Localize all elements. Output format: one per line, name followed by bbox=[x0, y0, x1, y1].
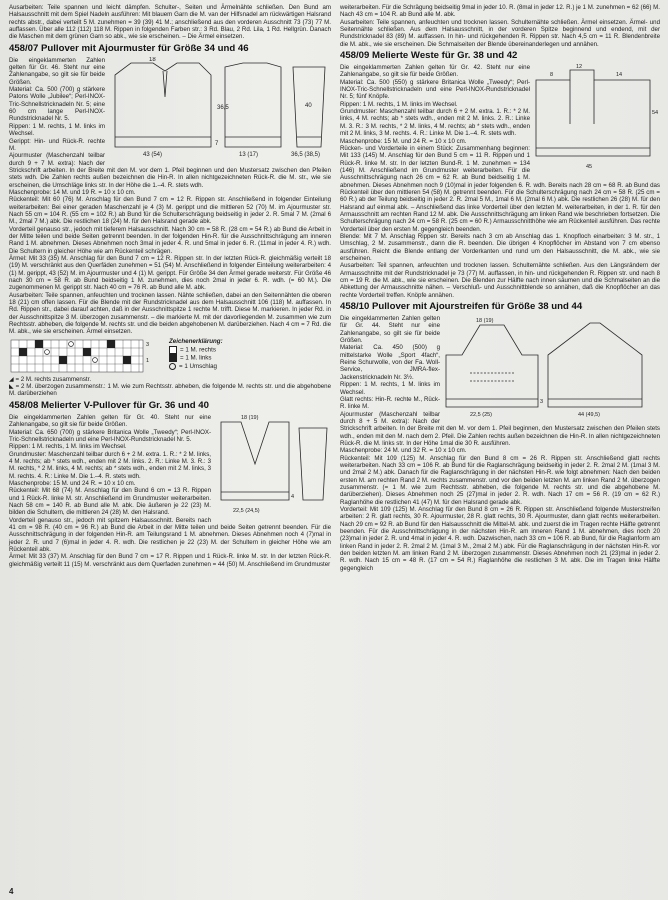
garter-stitch: Gerippt: Hin- und Rück-R. rechte M. bbox=[9, 137, 105, 152]
v-pullover-outline bbox=[221, 422, 289, 500]
rib-stitch: Rippen: 1 M. rechts, 1 M. links im Wechsel. bbox=[9, 122, 105, 138]
dim-10-a: 22,5 (25) bbox=[470, 412, 493, 419]
lace-10: Ajourmuster (Maschenzahl teilbar durch 8 + 5 M. extra): Nach der Strickschrift arbeiten. In der Breite mit den M. vor dem 1. Pfeil beginnen, den Mustersatz zwischen den Pfeilen stets wdh., enden mit den M. nach dem 2. Pfeil. Die Zahlen rechts außen bezeichnen die Hin-R. In allen nichtgezeichneten Rück-R. die M. links str. In der Höhe 1mal die 30 R. ausführen. bbox=[340, 410, 660, 447]
neck-v bbox=[163, 71, 167, 97]
back-piece: Rückenteil: Mit 60 (76) M. Anschlag für den Bund 7 cm = 12 R. Rippen str. Anschließend in folgender Einteilung weiterarbeiten: Bei einer geraden Maschenzahl je 4 (3) M. gerippt und die mittleren 52 (70) M. im Ajourmuster str. Nach 55 cm = 104 R. (55 cm = 102 R.) ab Bund für die Schulterschrägung beidseitig in jeder 2. R. 5mal 7 M. (2mal 6 M., 2mal 7 M.) abk. Die restlichen 18 (24) M. für den Halsrand gerade abk. bbox=[9, 196, 331, 226]
pattern-08: Grundmuster: Maschenzahl teilbar durch 6 + 2 M. extra. 1. R.: * 2 M. links, 4 M. rechts; ab * stets wdh., enden mit 2 M. links. 2. R.: Linke M. 3. R.: 3 M. rechts, * 2 M. links, 4 M. rechts; ab * stets wdh., enden mit 2 M. links, 3 M. rechts. 4. R.: Linke M. Die 1.–4. R. stets wdh. bbox=[9, 450, 211, 480]
rib-09: Rippen: 1 M. rechts, 1 M. links im Wechsel. bbox=[340, 100, 458, 108]
back-08: Rückenteil: Mit 68 (74) M. Anschlag für den Bund 6 cm = 13 R. Rippen und 1 Rück-R. linke M. str. Anschließend im Grundmuster weiterarbeiten. Nach 58 cm = 140 R. ab Bund alle M. abk. Die äußeren je 22 (23) M. bilden die Schultern, die mittleren 24 (28) M. den Halsrand. bbox=[9, 487, 211, 517]
left-column bbox=[9, 4, 331, 568]
legend-ssk: ◣ = 2 M. überzogen zusammenstr.: 1 M. wie zum Rechtsstr. abheben, die folgende M. rechts str. und die abgehobene M. darüberziehen bbox=[9, 383, 331, 398]
material: Material: Ca. 500 (700) g stärkere Patons Wolle „Jubilee“; Perl-INOX-Tric-Schnellstricknadeln Nr. 5; eine 60 cm lange Perl-INOX-Rundstricknadel Nr. 5. bbox=[9, 86, 105, 123]
dim-10-d: 3 bbox=[540, 399, 544, 406]
heading-458-10: 458/10 Pullover mit Ajourstreifen für Größe 38 und 44 bbox=[340, 301, 583, 313]
front-10: Vorderteil: Mit 109 (125) M. Anschlag für den Bund 8 cm = 26 R. Rippen str. Anschließend folgende Musterstreifen arbeiten: 2 R. glatt rechts, 30 R. Ajourmuster, 28 R. glatt rechts, 30 R. Ajourmuster, dann glatt rechts weiterarbeiten. Nach 29 cm = 92 R. ab Bund für den Halsausschnitt die Mittel-M. abk. und zuerst die im Tragen rechte Hälfte getrennt beenden. Für die Ausschnittschrägung in der nächsten Hin-R. am inneren Rand 1 M. abnehmen, dies noch 20 (23)mal in jeder 2. R. und 4mal in jeder 4. R. wdh. Dazwischen, nach 33 cm = 106 R. ab Bund, für die Raglanform am linken Rand in jeder 2. R. 2mal 2 M. (1mal 3 M., 2mal 2 M.) abk. Für die Raglanschrägung in der nächsten Hin-R. vor den beiden letzten M. am linken Rand 2 M. überzogen zusammenstr. Dieses Abnehmen noch 21 (23)mal in jeder 2. R. wdh. Nach 15 cm = 48 R. (17 cm = 54 R.) Raglanhöhe die restlichen 3 M. abk. Die im Tragen linke Hälfte gegengleich bbox=[340, 506, 660, 572]
raglan-back bbox=[446, 325, 538, 407]
size-note-08: Die eingeklammerten Zahlen gelten für Gr. 40. Steht nur eine Zahlenangabe, so gilt sie für beide Größen. bbox=[9, 413, 211, 429]
dim-inner: 13 (17) bbox=[239, 151, 259, 158]
heading-458-09: 458/09 Melierte Weste für Gr. 38 und 42 bbox=[340, 50, 518, 62]
gauge-08: Maschenprobe: 15 M. und 24 R. = 10 x 10 cm. bbox=[9, 479, 136, 487]
lace-pattern: Ajourmuster (Maschenzahl teilbar durch 9 + 7 M. extra): Nach der Strickschrift arbeiten. In der Breite mit den M. vor dem 1. Pfeil beginnen und den Mustersatz zwischen den Pfeilen stets wdh. Die Zahlen rechts außen bezeichnen die Hin-R. In allen nichtgezeichneten Rück-R. die M. str., wie sie erscheinen, die Umschläge links str. In der Höhe die 1.–4. R. stets wdh. bbox=[9, 152, 331, 189]
sleeves: Ärmel: Mit 33 (35) M. Anschlag für den Bund 7 cm = 12 R. Rippen str. In der letzten Rück-R. gleichmäßig verteilt 18 (19) M. verschränkt aus den Querfäden zunehmen = 51 (54) M. Anschließend in folgender Einteilung weiterarbeiten: 4 (1) M. gerippt, 43 (52) M. im Ajourmuster und 4 (1) M. gerippt. Für Größe 34 den Ärmel gerade weiterstr. Für Größe 46 nach 30 cm = 58 R. ab Bund beidseitig 1 M. zunehmen, dies noch 2mal in jeder 6. R. wdh. (= 60 M.). Die zugenommenen M. gerippt str. Nach 40 cm = 76 R. ab Bund alle M. abk. bbox=[9, 255, 331, 292]
heading-458-08: 458/08 Melierter V-Pullover für Gr. 36 und 40 bbox=[9, 399, 209, 411]
dim-top: 18 bbox=[149, 56, 156, 63]
chart-legend bbox=[169, 338, 223, 371]
body-09: Rücken- und Vorderteile in einem Stück: Zusammenhang beginnen: Mit 133 (145) M. Anschlag für den Bund 5 cm = 11 R. Rippen und 1 Rück-R. linke M. str. In der letzten Bund-R. 1 M. zunehmen = 134 (146) M. Anschließend im Grundmuster weiterarbeiten. Für die Ausschnittschrägung nach 26 cm = 62 R. ab Bund beidseitig 1 M. abnehmen. Dieses Abnehmen noch 9 (10)mal in jeder folgenden 6. R. wdh. Bereits nach 28 cm = 68 R. ab Bund das Rückenteil über den mittleren 54 (58) M. getrennt beenden. Für die Schulterschrägung nach 24 cm = 58 R. (25 cm = 60 R.) ab der Teilung beidseitig in jeder 2. R. 2mal 5 M., 1mal 6 M. (2mal 6 M.) abk. Die restlichen 26 (28) M. für den Halsrand auf einmal abk. – Anschließend das linke Vorderteil über den letzten M. weiterarbeiten, in der 1. R. für den Armausschnitt am rechten Rand 12 M. abk. Die Ausschnittschrägung am linken Rand wie beschrieben fortsetzen. Die Schulterschrägung nach 24 cm = 58 R. (25 cm = 60 R.) Armausschnitthöhe wie am Rückenteil ausführen. Das rechte Vorderteil über den ersten M. gegengleich beenden. bbox=[340, 144, 660, 233]
size-note: Die eingeklammerten Zahlen gelten für Gr. 46. Steht nur eine Zahlenangabe, so gilt sie für beide Größen. bbox=[9, 56, 105, 86]
material-09: Material: Ca. 500 (550) g stärkere Britanica Wolle „Tweedy“; Perl-INOX-Tric-Schnellstricknadeln und eine Perl-INOX-Rundstricknadel Nr. 5; fünf Knöpfe. bbox=[340, 78, 530, 101]
legend-knit: = 1 M. rechts bbox=[169, 346, 223, 355]
dim-bottom: 43 (54) bbox=[143, 151, 163, 158]
size-note-09: Die eingeklammerten Zahlen gelten für Gr. 42. Steht nur eine Zahlenangabe, so gilt sie für beide Größen. bbox=[340, 64, 530, 79]
dim-08-b: 18 (19) bbox=[241, 414, 259, 421]
legend-title: Zeichenerklärung: bbox=[169, 337, 223, 345]
dim-10-b: 18 (19) bbox=[476, 318, 494, 325]
v-sleeve-outline bbox=[299, 428, 327, 500]
finishing-09: Ausarbeiten: Teil spannen, anfeuchten und trocknen lassen. Schulternähte schließen. Aus den Längsrändern der Armausschnitte mit der Rundstricknadel je 73 (77) M. auffassen, in hin- und rückgehenden R. Rippen str. und nach 8 cm = 19 R. die M. abk., wie sie erscheinen. Die Blenden zur Hälfte nach innen säumen und die Schmalseiten an die Abkettung der Armausschnitte nähen. – Verschluß- und Ausschnittblende so annähen, daß die Knopflöcher an das rechte Vorderteil treffen. Knöpfe annähen. bbox=[340, 262, 660, 299]
dim-09-a: 8 bbox=[550, 72, 554, 79]
vest-outline bbox=[536, 70, 650, 156]
stockinette-10: Glatt rechts: Hin-R. rechte M., Rück-R. linke M. bbox=[340, 395, 440, 411]
dim-09-h: 54 bbox=[652, 110, 659, 117]
front-08: Vorderteil genauso str., jedoch mit spitzem Halsausschnitt. Bereits nach 41 cm = 98 R. (40 cm = 96 R.) ab Bund die Arbeit in der Mitte teilen und beide Seiten getrennt beenden. Für die Ausschnittschrägung in der folgenden Hin-R. am Teilungsrand 1 M. abnehmen. Dieses Abnehmen noch 4 (7)mal in jeder 2. R. und 7 (6)mal in jeder 4. R. wdh. Die restlichen je 22 (23) M. der Schultern in gleicher Höhe wie am Rückenteil abk. bbox=[9, 516, 331, 553]
dim-08-c: 4 bbox=[291, 493, 295, 500]
raglan-sleeve bbox=[548, 323, 642, 407]
schematic-458-09 bbox=[530, 64, 660, 176]
intro-paragraph: Ausarbeiten: Teile spannen und leicht dämpfen. Schulter-, Seiten und Ärmelnähte schließen. Den Bund am Halsausschnitt mit dem Spiel Nadeln ausführen: Mit blauem Garn die M. van der Hilfsnadel am rückwärtigen Halsrand rechts abstr., dabei verteilt 5 M. zunehmen = 39 (39) 41 M.; anschließend aus den vorderen Ausschnitt 73 (73) 77 M. auffassen. Über alle 112 (112) 118 M. Rippen in folgenden Farben str.: 3 Rd. Blau, 2 Rd. Lila, 1 Rd. Hellgrün. Danach die Maschen mit dem grünen Garn so abk., wie sie erscheinen. – Die Ärmel einsetzen. bbox=[9, 4, 331, 41]
rib-10: Rippen: 1 M. rechts, 1 M. links im Wechsel. bbox=[340, 381, 440, 396]
legend-k2tog: ◢ = 2 M. rechts zusammenstr. bbox=[9, 375, 92, 383]
dim-sleeve-w: 36,5 (38,5) bbox=[291, 151, 321, 158]
dim-side: 36,5 bbox=[217, 104, 229, 111]
gauge: Maschenprobe: 14 M. und 19 R. = 10 x 10 cm. bbox=[9, 188, 136, 196]
heading-458-07: 458/07 Pullover mit Ajourmuster für Größe 34 und 46 bbox=[9, 42, 249, 54]
legend-yarnover: = 1 Umschlag bbox=[169, 363, 223, 371]
chart-grid bbox=[9, 338, 159, 374]
legend-purl: = 1 M. links bbox=[169, 354, 223, 363]
dim-09-c: 14 bbox=[616, 72, 623, 79]
right-column bbox=[340, 4, 660, 572]
gauge-10: Maschenprobe: 24 M. und 32 R. = 10 x 10 cm. bbox=[340, 447, 467, 455]
material-10: Material: Ca. 450 (500) g mittelstarke Wolle „Sport 4fach“, Reine Schurwolle, von der Fa. Woll-Service, JMRA-flex-Jackenstricknadeln Nr. 3½. bbox=[340, 344, 440, 381]
schematic-458-07 bbox=[105, 57, 331, 167]
page-number: 4 bbox=[9, 887, 14, 896]
dim-09-b: 12 bbox=[576, 64, 583, 71]
dim-sleeve-h: 40 bbox=[305, 102, 312, 109]
ajour-stripes bbox=[470, 373, 514, 381]
svg-text:3: 3 bbox=[146, 341, 150, 348]
rib-08: Rippen: 1 M. rechts, 1 M. links im Wechsel. bbox=[9, 443, 127, 451]
front-piece: Vorderteil genauso str., jedoch mit tieferem Halsausschnitt. Nach 30 cm = 58 R. (28 cm = 54 R.) ab Bund die Arbeit in der Mitte teilen und beide Seiten getrennt beenden. In der folgenden Hin-R. für die Ausschnittschrägung am inneren Rand 1 M. abnehmen. Dieses Abnehmen noch 3mal in jeder 4. R. und 5mal in jeder 6. R. (11mal in jeder 4. R.) wdh. Die Schultern in gleicher Höhe wie am Rückenteil schrägen. bbox=[9, 225, 331, 255]
schematic-458-10 bbox=[440, 315, 660, 419]
dim-08-a: 22,5 (24,5) bbox=[233, 507, 260, 514]
band-09: Blende: Mit 7 M. Anschlag Rippen str. Bereits nach 3 cm ab Anschlag das 1. Knopfloch einarbeiten: 3 M. str., 1 Umschlag, 2 M. zusammenstr., dann die R. beenden. Die übrigen 4 Knopflöcher im Abstand von 7 cm ebenso ausführen. Reicht die Blende entlang der Vorderkanten und rund um den Halsausschnitt, die M. abk., wie sie erscheinen. bbox=[340, 232, 660, 262]
sleeves-08-cont: weiterarbeiten. Für die Schrägung beidseitig 9mal in jeder 10. R. (8mal in jeder 12. R.) je 1 M. zunehmen = 62 (66) M. Nach 43 cm = 104 R. ab Bund alle M. abk. bbox=[340, 4, 660, 19]
size-note-10: Die eingeklammerten Zahlen gelten für Gr. 44. Steht nur eine Zahlenangabe, so gilt sie für beide Größen. bbox=[340, 315, 440, 345]
material-08: Material: Ca. 650 (700) g stärkere Britanica Wolle „Tweedy“; Perl-INOX-Tric-Schnellstricknadeln und eine Perl-INOX-Rundstricknadel Nr. 5. bbox=[9, 428, 211, 443]
dim-10-c: 44 (49,5) bbox=[578, 412, 601, 419]
armhole-lines bbox=[570, 80, 594, 124]
pattern-09: Grundmuster: Maschenzahl teilbar durch 6 + 2 M. extra. 1. R.: * 2 M. links, 4 M. rechts; ab * stets wdh., enden mit 2 M. links. 2. R.: Linke M. 3. R.: 3 M. rechts, * 2 M. links, 4 M. rechts; ab * stets wdh., enden mit 2 M. links, 3 M. rechts. 4. R.: Linke M. Die 1.–4. R. stets wdh. bbox=[340, 108, 530, 138]
dim-09-w: 45 bbox=[586, 164, 593, 171]
dim-bund: 7 bbox=[215, 140, 219, 147]
gauge-09: Maschenprobe: 15 M. und 24 R. = 10 x 10 cm. bbox=[340, 137, 467, 145]
sleeves-08: Ärmel: Mit 33 (37) M. Anschlag für den Bund 7 cm = 17 R. Rippen und 1 Rück-R. linke M. str. In der letzten Rück-R. gleichmäßig verteilt 11 (15) M. verschränkt aus dem Querfaden zunehmen = 44 (50) M. Anschließend im Grundmuster bbox=[9, 553, 331, 568]
finishing: Ausarbeiten: Teile spannen, anfeuchten und trocknen lassen. Nähte schließen, dabei an den Seitennähten die oberen 18 (21) cm offen lassen. Für die Blende mit der Rundstricknadel aus dem Halsausschnitt 106 (118) M. auffassen. In Rd. Rippen str., dabei darauf achten, daß in der Ausschnittspitze 1 rechte M. trifft. Diese M. markieren. In jeder Rd. in der Ausschnittspitze 3 M. überzogen zusammenstr. – die markierte M. mit der davorliegenden M. zusammen wie zum Rechtsstr. abheben, die folgende M. rechts str. und die beiden abgehobenen M. darüberziehen. Nach 4 cm = 7 Rd. die M. abk., wie sie erscheinen. Ärmel einsetzen. bbox=[9, 291, 331, 336]
back-10: Rückenteil: Mit 109 (125) M. Anschlag für den Bund 8 cm = 26 R. Rippen str. Anschließend glatt rechts weiterarbeiten. Nach 33 cm = 106 R. ab Bund für die Raglanschrägung beidseitig in jeder 2. R. 2mal 2 M. (1mal 3 M. und 2mal 2 M.) abk. Danach für die Raglanschrägung in der nächsten Hin-R. wie folgt abnehmen: Nach den beiden ersten M. am rechten Rand 2 M. rechts zusammenstr. und vor den beiden letzten M. am linken Rand 2 M. überzogen zusammenstr. (= 1 M. wie zum Rechtsstr. abheben, die folgende M. rechts str. und die abgehobene M. darüberziehen). Dieses Abnehmen noch 25 (27)mal in jeder 2. R. wdh. Nach 17 cm = 56 R. (19 cm = 62 R.) Raglanhöhe die restlichen 41 (47) M. für den Halsrand gerade abk. bbox=[340, 454, 660, 506]
finishing-08: Ausarbeiten: Teile spannen, anfeuchten und trocknen lassen. Schulternähte schließen. Ärmel einsetzen. Ärmel- und Seitennähte schließen. Aus dem Halsausschnitt, in der vorderen Spitze beginnend und endend, mit der Rundstricknadel 83 (89) M. auffassen. In hin- und rückgehenden R. Rippen str. Nach 4,5 cm = 11 R. Blendenbreite die M. abk., wie sie erscheinen. Die Schmalseiten der Blende übereinanderlegen und annähen. bbox=[340, 18, 660, 48]
knitting-chart bbox=[9, 338, 331, 374]
schematic-458-08 bbox=[211, 414, 331, 518]
svg-text:1: 1 bbox=[146, 357, 150, 364]
back-outline bbox=[225, 63, 281, 147]
